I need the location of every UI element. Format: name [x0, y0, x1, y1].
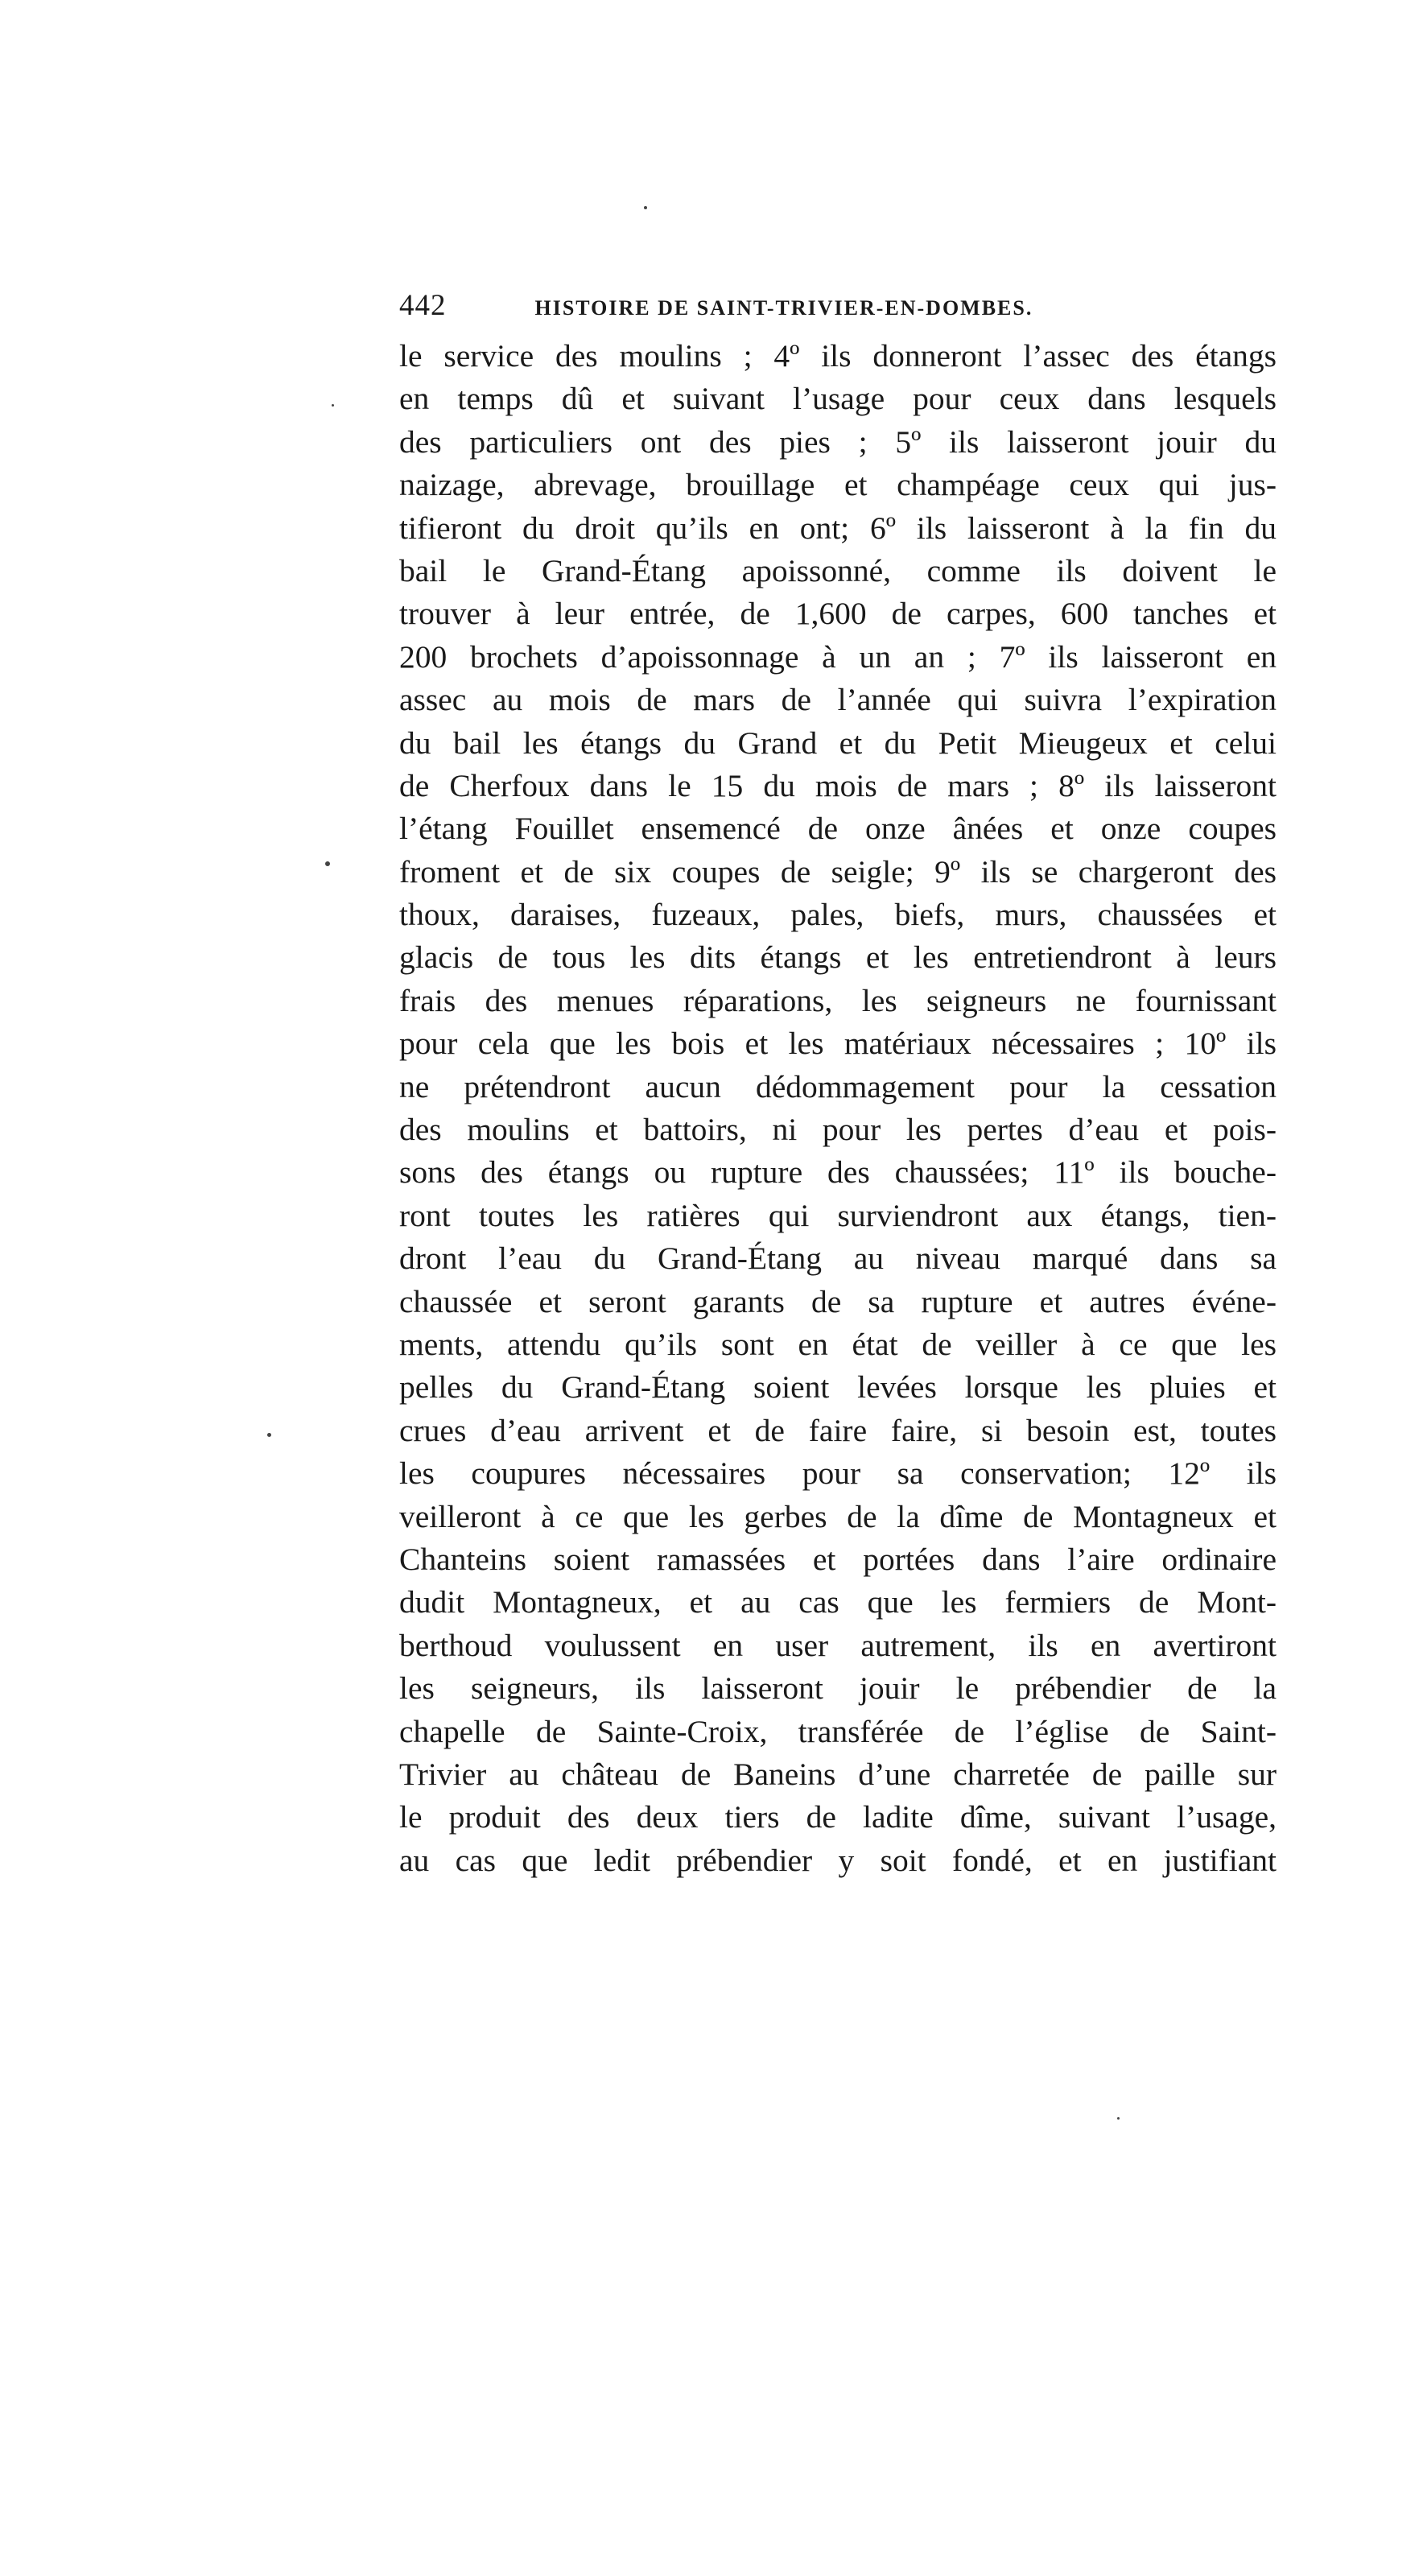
text-line: en temps dû et suivant l’usage pour ceux dans lesquels [399, 381, 1277, 417]
text-line: chaussée et seront garants de sa rupture et autres événe- [399, 1283, 1277, 1319]
text-line: sons des étangs ou rupture des chaussées; 11º ils bouche- [399, 1154, 1277, 1191]
text-line: le produit des deux tiers de ladite dîme, suivant l’usage, [399, 1799, 1277, 1835]
running-title: HISTOIRE DE SAINT-TRIVIER-EN-DOMBES. [534, 296, 1033, 320]
text-line: ne prétendront aucun dédommagement pour la cessation [399, 1068, 1277, 1104]
text-line: de Cherfoux dans le 15 du mois de mars ; 8º ils laisseront [399, 767, 1277, 803]
text-line: ments, attendu qu’ils sont en état de veiller à ce que les [399, 1326, 1277, 1362]
page-number: 442 [399, 289, 447, 322]
text-line: bail le Grand-Étang apoissonné, comme ils doivent le [399, 552, 1277, 588]
text-line: naizage, abrevage, brouillage et champéage ceux qui jus- [399, 467, 1277, 503]
scan-speck [332, 404, 334, 407]
text-line: pour cela que les bois et les matériaux nécessaires ; 10º ils [399, 1026, 1277, 1062]
body-text [399, 335, 1277, 1882]
text-line: glacis de tous les dits étangs et les entretiendront à leurs [399, 939, 1277, 976]
text-line: tifieront du droit qu’ils en ont; 6º ils laisseront à la fin du [399, 510, 1277, 546]
text-line: le service des moulins ; 4º ils donneront l’assec des étangs [399, 338, 1277, 374]
text-line: trouver à leur entrée, de 1,600 de carpes, 600 tanches et [399, 596, 1277, 632]
text-line: chapelle de Sainte-Croix, transférée de l’église de Saint- [399, 1713, 1277, 1749]
text-line: veilleront à ce que les gerbes de la dîme de Montagneux et [399, 1498, 1277, 1534]
text-line: au cas que ledit prébendier y soit fondé, et en justifiant [399, 1842, 1277, 1878]
text-line: frais des menues réparations, les seigneurs ne fournissant [399, 982, 1277, 1018]
text-line: Chanteins soient ramassées et portées dans l’aire ordinaire [399, 1541, 1277, 1577]
scan-speck [267, 1433, 271, 1437]
text-line: des particuliers ont des pies ; 5º ils laisseront jouir du [399, 423, 1277, 460]
text-line: des moulins et battoirs, ni pour les pertes d’eau et pois- [399, 1112, 1277, 1148]
text-line: l’étang Fouillet ensemencé de onze ânées et onze coupes [399, 811, 1277, 847]
text-line: assec au mois de mars de l’année qui suivra l’expiration [399, 682, 1277, 718]
scan-speck [644, 206, 647, 209]
text-line: du bail les étangs du Grand et du Petit Mieugeux et celui [399, 724, 1277, 761]
text-line: ront toutes les ratières qui surviendront aux étangs, tien- [399, 1197, 1277, 1233]
text-line: pelles du Grand-Étang soient levées lorsque les pluies et [399, 1369, 1277, 1406]
scan-speck [1117, 2117, 1120, 2120]
text-line: dudit Montagneux, et au cas que les fermiers de Mont- [399, 1584, 1277, 1620]
scan-speck [325, 861, 330, 866]
text-line: berthoud voulussent en user autrement, ils en avertiront [399, 1627, 1277, 1663]
text-line: froment et de six coupes de seigle; 9º ils se chargeront des [399, 853, 1277, 890]
text-line: les coupures nécessaires pour sa conservation; 12º ils [399, 1455, 1277, 1492]
text-line: les seigneurs, ils laisseront jouir le prébendier de la [399, 1670, 1277, 1707]
text-line: Trivier au château de Baneins d’une charretée de paille sur [399, 1756, 1277, 1792]
text-line: thoux, daraises, fuzeaux, pales, biefs, murs, chaussées et [399, 897, 1277, 933]
running-head [399, 288, 1285, 328]
text-line: 200 brochets d’apoissonnage à un an ; 7º ils laisseront en [399, 638, 1277, 675]
text-line: dront l’eau du Grand-Étang au niveau marqué dans sa [399, 1241, 1277, 1277]
text-line: crues d’eau arrivent et de faire faire, si besoin est, toutes [399, 1412, 1277, 1448]
